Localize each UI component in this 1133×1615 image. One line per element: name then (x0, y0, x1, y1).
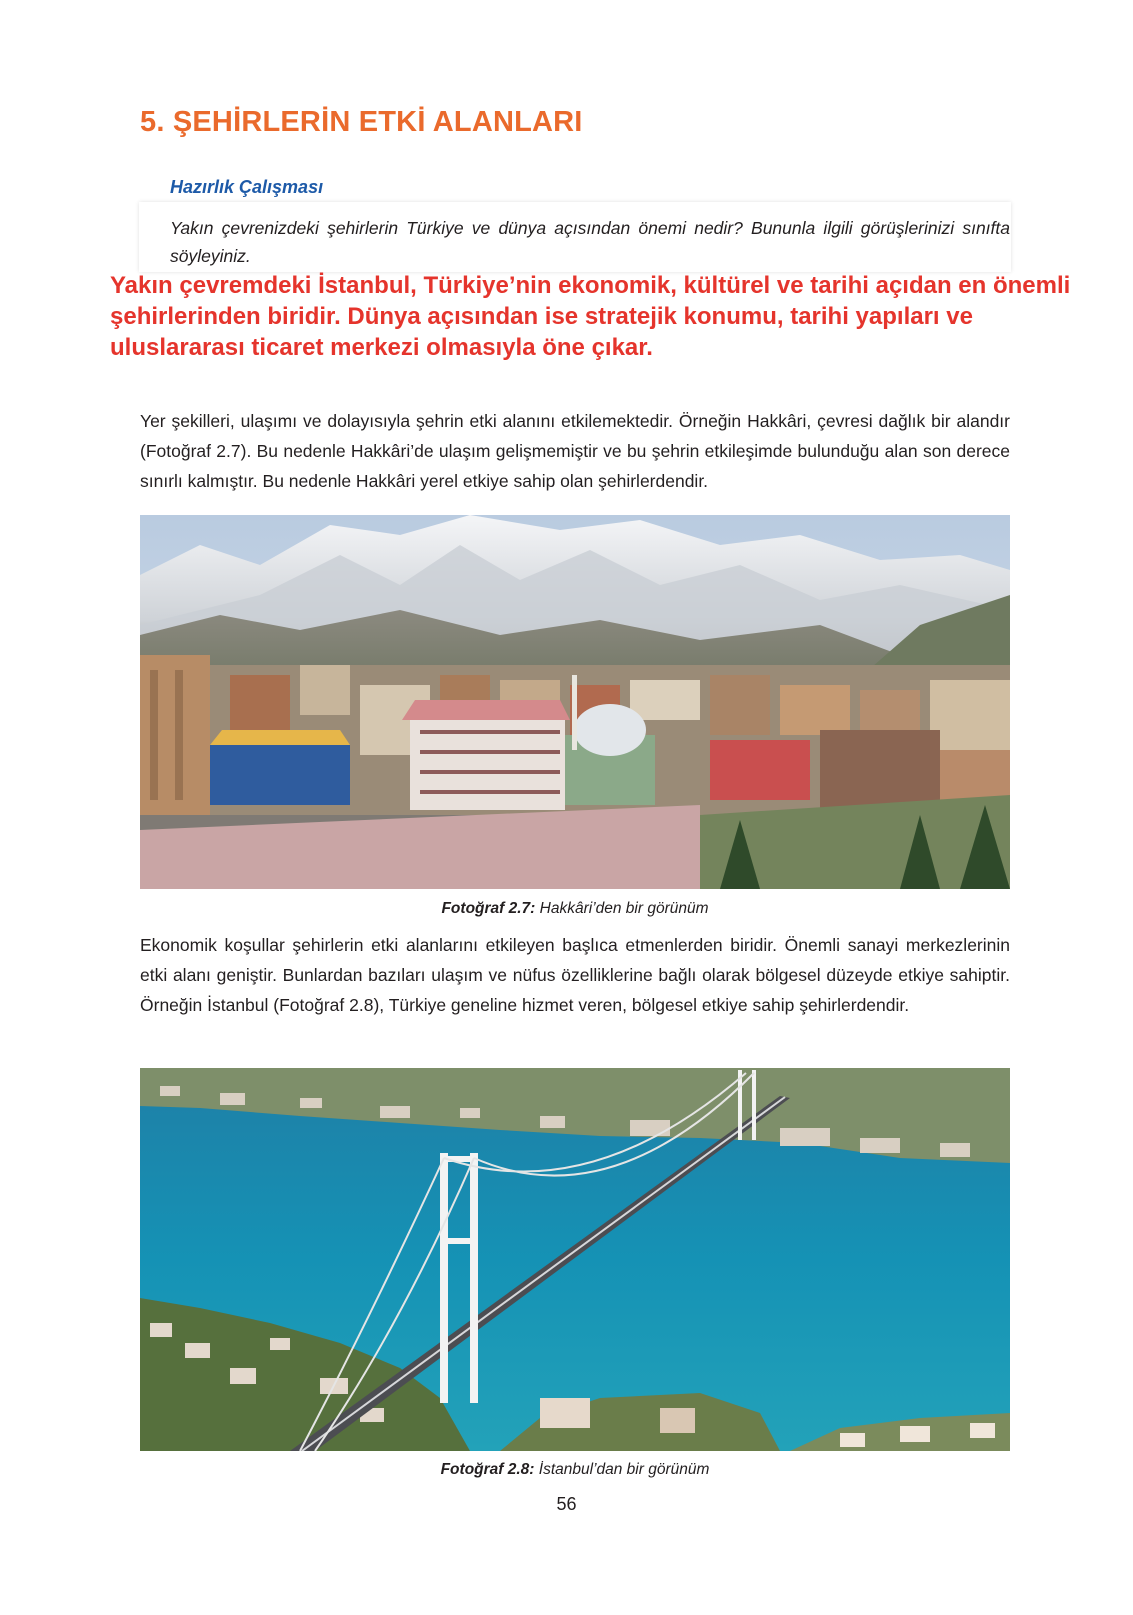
figure-label-istanbul: Fotoğraf 2.8: (440, 1461, 535, 1478)
page-number: 56 (556, 1494, 577, 1514)
section-title: 5. ŞEHİRLERİN ETKİ ALANLARI (140, 106, 583, 138)
hakkari-city-mountains-image (140, 515, 1010, 889)
paragraph-landforms: Yer şekilleri, ulaşımı ve dolayısıyla şehrin etki alanını etkilemektedir. Örneğin Hakkâri, çevresi dağlık bir alandır (Fotoğraf 2.7). Bu nedenle Hakkâri’de ulaşım gelişmemiştir ve bu şehrin etkileşimde bulunduğu alan son derece sınırlı kalmıştır. Bu nedenle Hakkâri yerel etkiye sahip olan şehirlerdendir. (140, 411, 1010, 491)
figure-caption-hakkari (140, 900, 1010, 918)
figure-caption-istanbul (140, 1461, 1010, 1479)
paragraph-economy: Ekonomik koşullar şehirlerin etki alanlarını etkileyen başlıca etmenlerden biridir. Önemli sanayi merkezlerinin etki alanı geniştir. Bunlardan bazıları ulaşım ve nüfus özelliklerine bağlı olarak bölgesel düzeyde etkiye sahiptir. Örneğin İstanbul (Fotoğraf 2.8), Türkiye geneline hizmet veren, bölgesel etkiye sahip şehirlerdendir. (140, 935, 1010, 1015)
figure-caption-text-istanbul: İstanbul’dan bir görünüm (538, 1461, 710, 1478)
student-answer: Yakın çevremdeki İstanbul, Türkiye’nin ekonomik, kültürel ve tarihi açıdan en önemli şehirlerinden biridir. Dünya açısından ise stratejik konumu, tarihi yapıları ve uluslararası ticaret merkezi olmasıyla öne çıkar. (110, 272, 1071, 361)
hakkari-photo (140, 515, 1010, 889)
istanbul-bosphorus-bridge-image (140, 1068, 1010, 1451)
istanbul-photo (140, 1068, 1010, 1451)
preparation-heading: Hazırlık Çalışması (170, 177, 324, 197)
figure-caption-text-hakkari: Hakkâri’den bir görünüm (539, 900, 709, 917)
preparation-question: Yakın çevrenizdeki şehirlerin Türkiye ve dünya açısından önemi nedir? Bununla ilgili görüşlerinizi sınıfta söyleyiniz. (170, 218, 1010, 266)
figure-label-hakkari: Fotoğraf 2.7: (441, 900, 536, 917)
